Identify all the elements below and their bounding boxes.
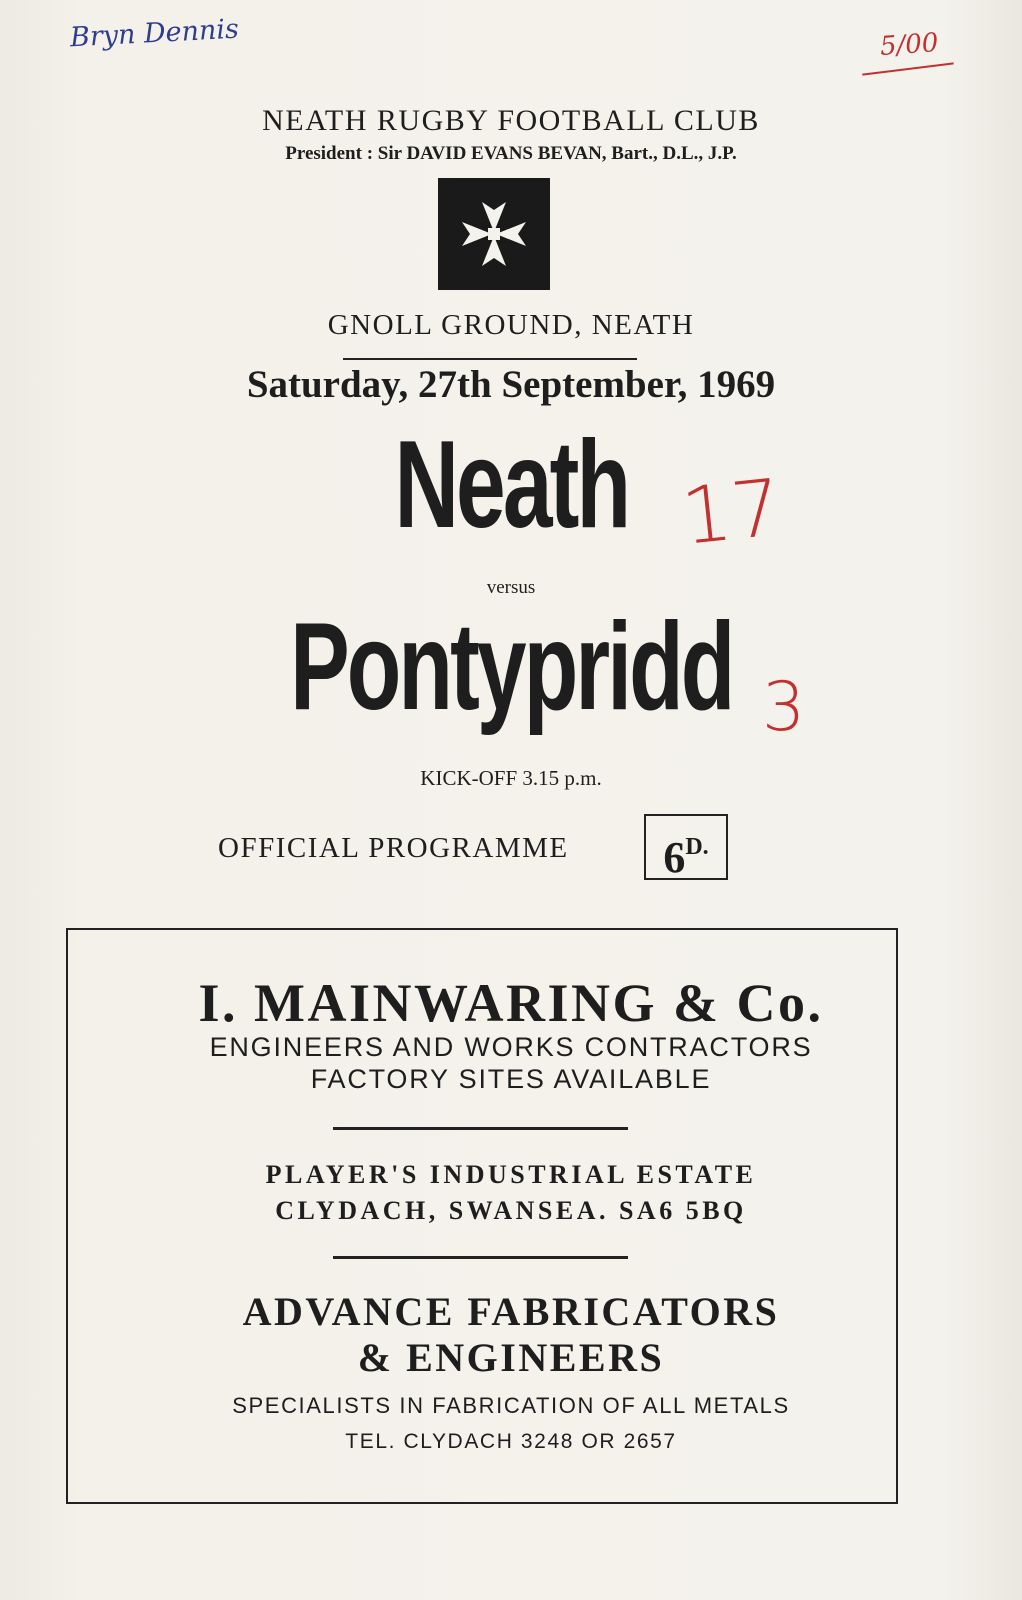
advert-company: I. MAINWARING & Co.	[198, 973, 824, 1033]
price-value: 6	[663, 833, 686, 882]
advert-address-line2: CLYDACH, SWANSEA. SA6 5BQ	[275, 1196, 747, 1225]
home-team: Neath	[394, 416, 629, 554]
advert-divider	[333, 1256, 628, 1259]
handwritten-price-note: 5/00	[879, 27, 940, 63]
programme-label: OFFICIAL PROGRAMME	[218, 832, 569, 864]
club-name: NEATH RUGBY FOOTBALL CLUB	[262, 104, 760, 137]
price-badge	[644, 814, 728, 880]
versus-label: versus	[486, 577, 536, 598]
advert-specialists: SPECIALISTS IN FABRICATION OF ALL METALS	[232, 1393, 790, 1418]
handwritten-home-score: 17	[677, 463, 786, 563]
price-note-underline	[862, 62, 954, 75]
away-team: Pontypridd	[290, 598, 733, 736]
match-date: Saturday, 27th September, 1969	[246, 363, 776, 406]
price-unit: D.	[685, 834, 709, 860]
divider-rule	[343, 358, 637, 360]
advert-division-line2: & ENGINEERS	[357, 1335, 665, 1380]
club-president: President : Sir DAVID EVANS BEVAN, Bart., D.L., J.P.	[285, 143, 737, 164]
ground-name: GNOLL GROUND, NEATH	[327, 309, 695, 341]
advert-address-line1: PLAYER'S INDUSTRIAL ESTATE	[265, 1160, 757, 1189]
kickoff-time: KICK-OFF 3.15 p.m.	[420, 766, 602, 790]
advert-services: ENGINEERS AND WORKS CONTRACTORS	[209, 1032, 813, 1062]
advert-divider	[333, 1127, 628, 1130]
advert-sites: FACTORY SITES AVAILABLE	[310, 1064, 712, 1094]
handwritten-signature: Bryn Dennis	[69, 13, 240, 54]
handwritten-away-score: 3	[762, 668, 806, 747]
advert-division-line1: ADVANCE FABRICATORS	[242, 1289, 780, 1334]
maltese-cross-icon	[438, 178, 550, 290]
advert-telephone: TEL. CLYDACH 3248 OR 2657	[345, 1430, 677, 1453]
